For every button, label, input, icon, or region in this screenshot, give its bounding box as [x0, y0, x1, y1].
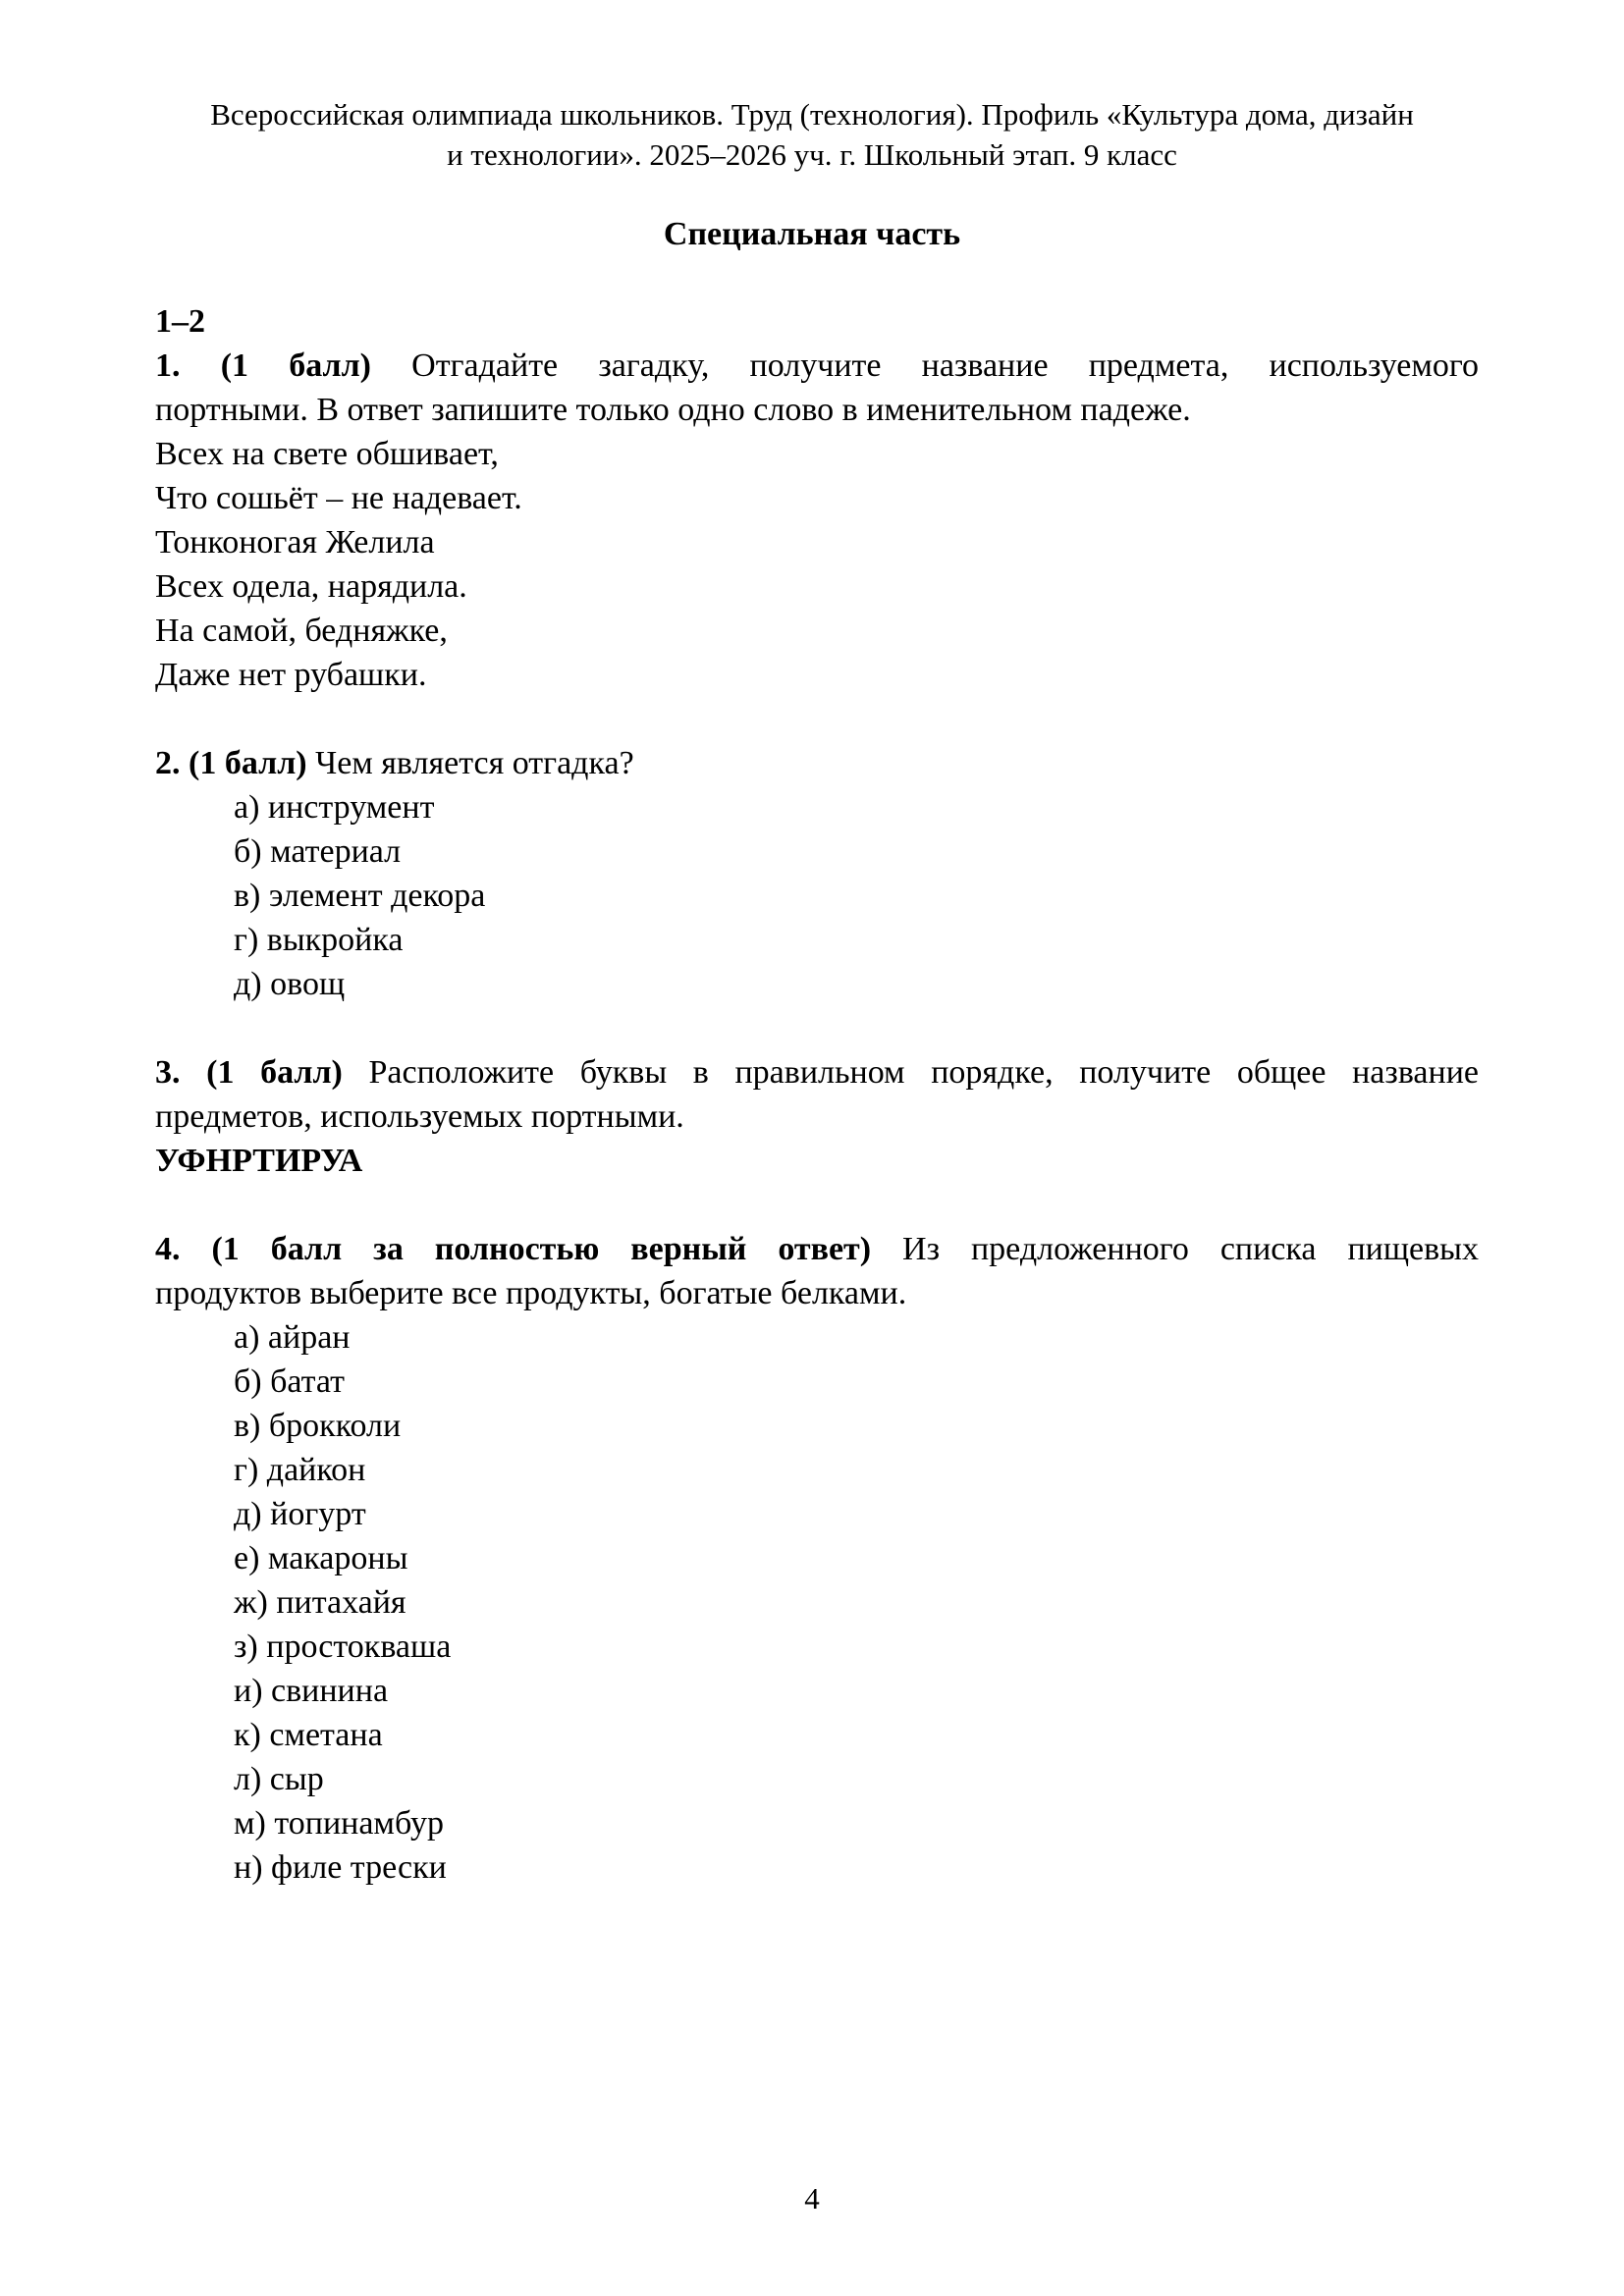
- answer-option: а) инструмент: [234, 789, 435, 826]
- question-4-line-2: продуктов выберите все продукты, богатые белками.: [155, 1275, 907, 1311]
- answer-option: а) айран: [234, 1319, 351, 1356]
- answer-option: д) йогурт: [234, 1496, 366, 1532]
- answer-option: г) выкройка: [234, 922, 404, 958]
- riddle-line: Тонконогая Желила: [155, 524, 435, 561]
- question-4-number: 4.: [155, 1231, 181, 1267]
- answer-option: б) материал: [234, 833, 402, 870]
- spacer: [155, 1006, 1479, 1050]
- answer-option: в) брокколи: [234, 1408, 402, 1444]
- question-3: [155, 1050, 1479, 1183]
- question-4: [155, 1227, 1479, 1890]
- riddle-line: Что сошьёт – не надевает.: [155, 480, 522, 516]
- answer-option: л) сыр: [234, 1761, 324, 1797]
- answer-option: и) свинина: [234, 1673, 389, 1709]
- answer-option: д) овощ: [234, 966, 346, 1002]
- riddle-line: На самой, бедняжке,: [155, 613, 448, 649]
- answer-option: з) простокваша: [234, 1629, 452, 1665]
- answer-option: г) дайкон: [234, 1452, 366, 1488]
- question-4-line-1: [155, 1227, 1479, 1271]
- block-label: 1–2: [155, 303, 205, 340]
- riddle: [155, 432, 1479, 697]
- question-3-text-1: Расположите буквы в правильном порядке, получите общее название: [368, 1054, 1480, 1091]
- anagram: УФНРТИРУА: [155, 1143, 363, 1179]
- question-2-number: 2.: [155, 745, 181, 781]
- header-line-1: Всероссийская олимпиада школьников. Труд (технология). Профиль «Культура дома, дизайн: [210, 97, 1414, 132]
- question-1-text-1: Отгадайте загадку, получите название предмета, используемого: [411, 347, 1479, 384]
- riddle-line: Всех на свете обшивает,: [155, 436, 499, 472]
- question-3-line-1: [155, 1050, 1479, 1095]
- question-3-number: 3.: [155, 1054, 181, 1091]
- question-3-line-2: предметов, используемых портными.: [155, 1098, 684, 1135]
- page-number: 4: [804, 2181, 820, 2216]
- question-2: [155, 741, 1479, 1006]
- riddle-line: Даже нет рубашки.: [155, 657, 427, 693]
- question-3-points: (1 балл): [206, 1054, 343, 1091]
- question-2-text: Чем является отгадка?: [315, 745, 634, 781]
- question-1-line-2: портными. В ответ запишите только одно слово в именительном падеже.: [155, 392, 1191, 428]
- answer-option: к) сметана: [234, 1717, 383, 1753]
- section-title: Специальная часть: [663, 216, 961, 252]
- page-header: [137, 94, 1487, 175]
- spacer: [155, 697, 1479, 741]
- question-4-points: (1 балл за полностью верный ответ): [211, 1231, 872, 1267]
- document-body: [155, 299, 1479, 1890]
- spacer: [155, 1183, 1479, 1227]
- question-1-line-1: [155, 344, 1479, 388]
- answer-option: н) филе трески: [234, 1849, 447, 1886]
- question-4-text-1: Из предложенного списка пищевых: [902, 1231, 1480, 1267]
- question-2-line-1: [155, 741, 1479, 785]
- answer-option: б) батат: [234, 1363, 345, 1400]
- question-1-number: 1.: [155, 347, 181, 384]
- answer-option: м) топинамбур: [234, 1805, 444, 1842]
- answer-option: в) элемент декора: [234, 878, 486, 914]
- riddle-line: Всех одела, нарядила.: [155, 568, 467, 605]
- answer-option: ж) питахайя: [234, 1584, 406, 1621]
- question-1: [155, 344, 1479, 697]
- answer-option: е) макароны: [234, 1540, 408, 1576]
- question-2-points: (1 балл): [189, 745, 307, 781]
- header-line-2: и технологии». 2025–2026 уч. г. Школьный этап. 9 класс: [447, 137, 1177, 172]
- question-1-points: (1 балл): [220, 347, 371, 384]
